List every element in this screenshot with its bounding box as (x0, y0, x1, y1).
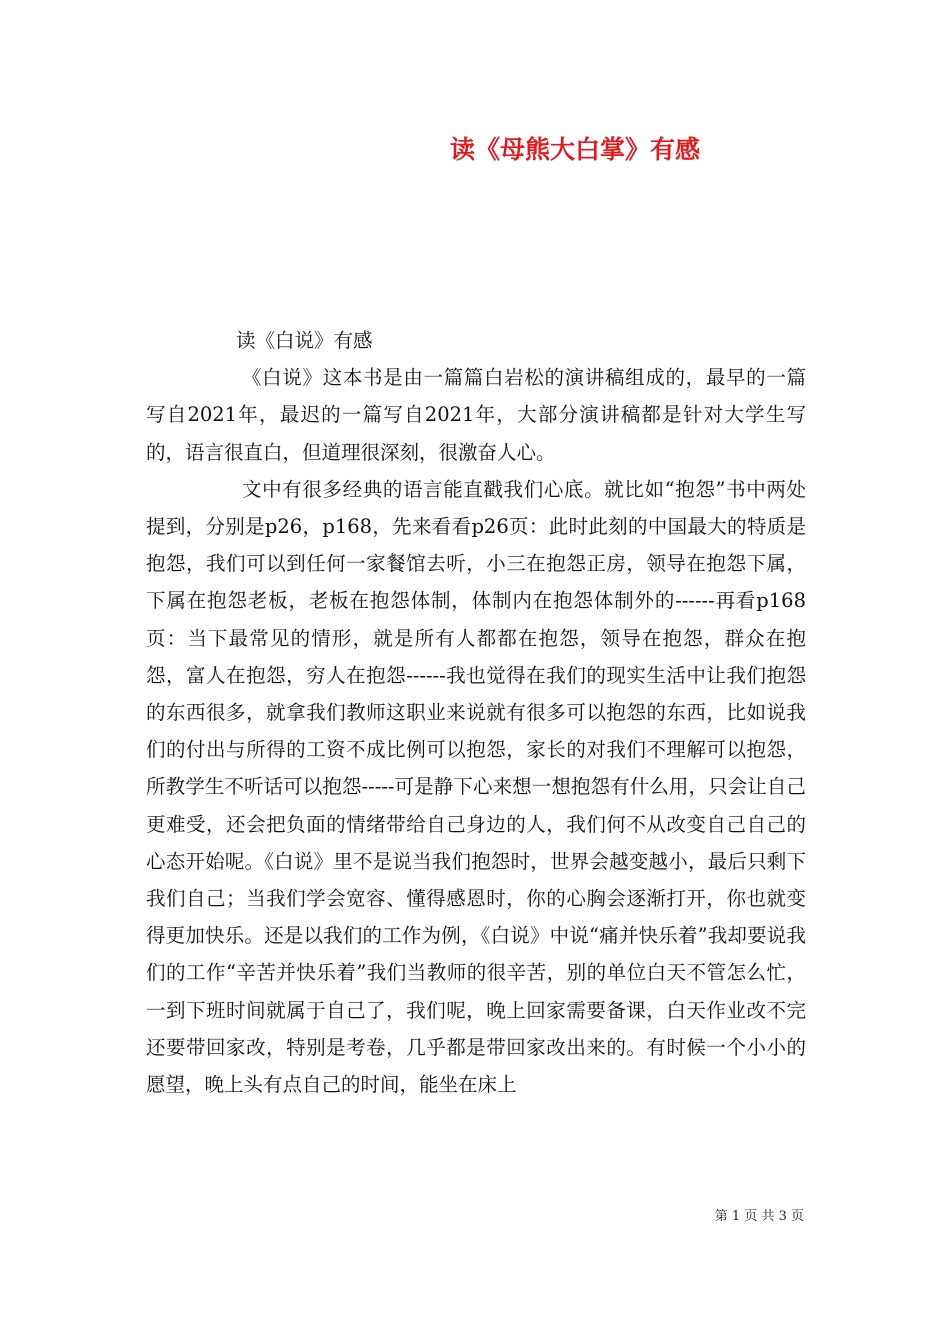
paragraph-2: 文中有很多经典的语言能直戳我们心底。就比如“抱怨”书中两处提到，分别是p26，p168，先来看看p26页：此时此刻的中国最大的特质是抱怨，我们可以到任何一家餐馆去听，小三在抱怨正房，领导在抱怨下属，下属在抱怨老板，老板在抱怨体制，体制内在抱怨体制外的------再看p168页：当下最常见的情形，就是所有人都都在抱怨，领导在抱怨，群众在抱怨，富人在抱怨，穷人在抱怨------我也觉得在我们的现实生活中让我们抱怨的东西很多，就拿我们教师这职业来说就有很多可以抱怨的东西，比如说我们的付出与所得的工资不成比例可以抱怨，家长的对我们不理解可以抱怨，所教学生不听话可以抱怨-----可是静下心来想一想抱怨有什么用，只会让自己更难受，还会把负面的情绪带给自己身边的人，我们何不从改变自己自己的心态开始呢。《白说》里不是说当我们抱怨时，世界会越变越小，最后只剩下我们自己；当我们学会宽容、懂得感恩时，你的心胸会逐渐打开，你也就变得更加快乐。还是以我们的工作为例，《白说》中说“痛并快乐着”我却要说我们的工作“辛苦并快乐着”我们当教师的很辛苦，别的单位白天不管怎么忙，一到下班时间就属于自己了，我们呢，晚上回家需要备课，白天作业改不完还要带回家改，特别是考卷，几乎都是带回家改出来的。有时候一个小小的愿望，晚上头有点自己的时间，能坐在床上 (146, 477, 806, 1097)
document-title: 读《母熊大白掌》有感 (450, 135, 701, 164)
page-number-footer: 第 1 页 共 3 页 (714, 1209, 804, 1224)
document-body (146, 322, 806, 1103)
paragraph-1: 《白说》这本书是由一篇篇白岩松的演讲稿组成的，最早的一篇写自2021年，最迟的一篇写自2021年，大部分演讲稿都是针对大学生写的，语言很直白，但道理很深刻，很激奋人心。 (146, 366, 806, 464)
document-subtitle: 读《白说》有感 (236, 329, 373, 352)
